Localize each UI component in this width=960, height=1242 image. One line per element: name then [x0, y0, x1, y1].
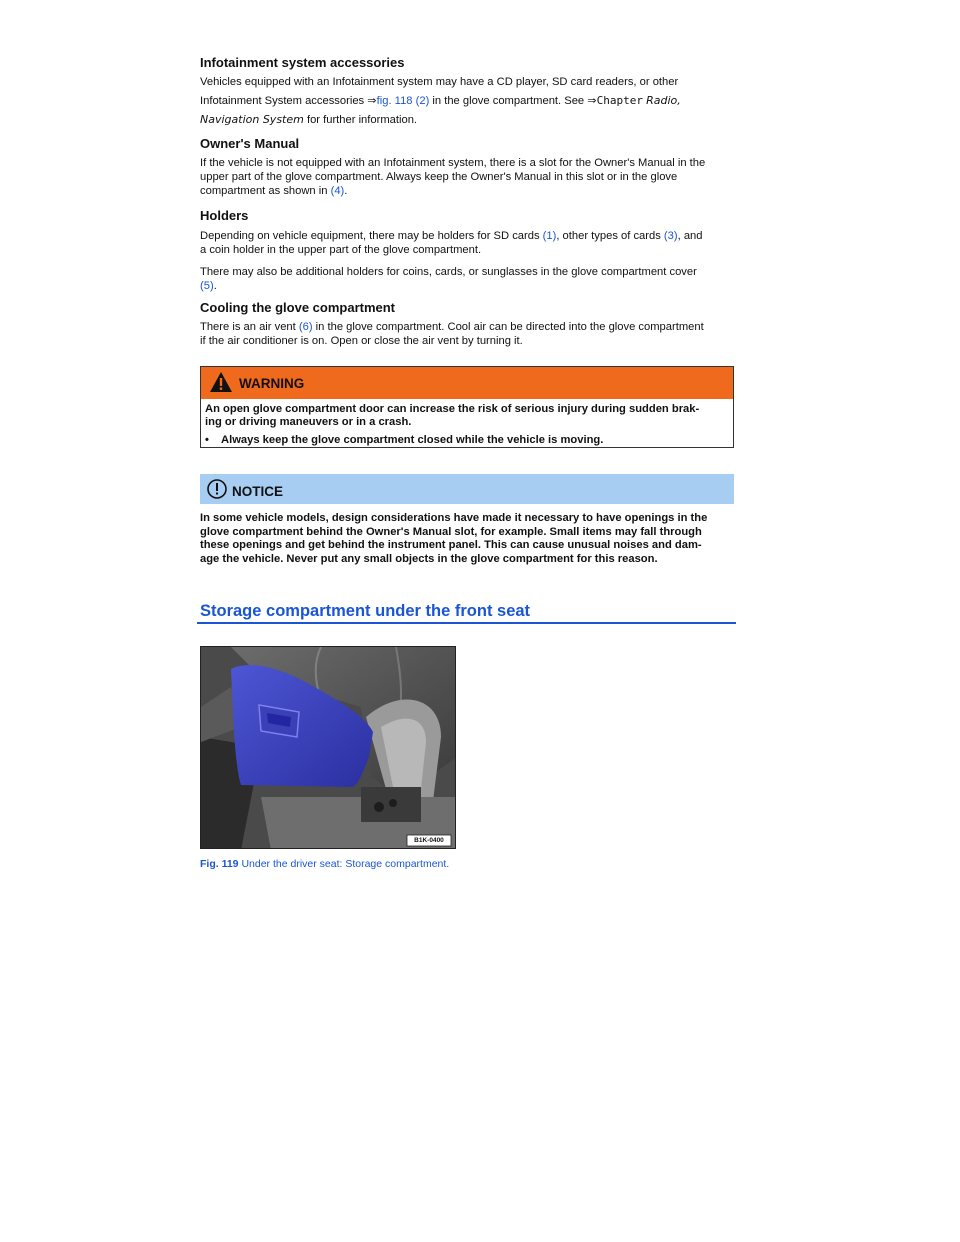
text: Depending on vehicle equipment, there may be holders for SD cards — [200, 230, 543, 242]
text: An open glove compartment door can increase the risk of serious injury during sudden brak- — [205, 403, 700, 415]
text: these openings and get behind the instrument panel. This can cause unusual noises and dam- — [200, 539, 702, 551]
notice-body — [200, 512, 736, 566]
paragraph-cooling — [200, 320, 740, 348]
text: in the glove compartment. See — [429, 95, 588, 107]
ref-4-link[interactable]: (4) — [330, 185, 345, 197]
ref-5-link[interactable]: (5) — [200, 280, 214, 292]
bullet: • — [205, 434, 209, 446]
caption-text: Under the driver seat: Storage compartment. — [238, 858, 450, 870]
text: for further information. — [303, 114, 418, 126]
ref-1-link[interactable]: (1) — [542, 230, 557, 242]
warning-body — [205, 403, 729, 447]
text: ing or driving maneuvers or in a crash. — [205, 416, 412, 428]
paragraph-owners-manual — [200, 156, 740, 198]
text: if the air conditioner is on. Open or close the air vent by turning it. — [200, 335, 523, 347]
figure-code: B1K-0400 — [414, 837, 444, 844]
figure-caption — [200, 858, 449, 870]
text: age the vehicle. Never put any small objects in the glove compartment for this reason. — [200, 552, 658, 565]
warning-triangle-icon — [209, 371, 233, 398]
paragraph-infotainment-line-3 — [200, 113, 740, 127]
paragraph-holders-2 — [200, 265, 740, 293]
text: glove compartment behind the Owner's Manual slot, for example. Small items may fall through — [200, 525, 702, 538]
warning-title: WARNING — [239, 376, 305, 391]
section-title: Storage compartment under the front seat — [200, 602, 531, 620]
paragraph-holders-1 — [200, 229, 740, 257]
notice-title: NOTICE — [232, 484, 284, 499]
heading-owners-manual: Owner's Manual — [200, 136, 300, 151]
arrow-icon: ⇒ — [587, 95, 597, 107]
text: upper part of the glove compartment. Always keep the Owner's Manual in this slot or in the glove — [200, 171, 678, 183]
heading-infotainment: Infotainment system accessories — [200, 55, 405, 70]
paragraph-infotainment-line-2 — [200, 94, 740, 108]
text: , and — [677, 230, 703, 242]
text: Always keep the glove compartment closed while the vehicle is moving. — [221, 434, 604, 446]
text: compartment as shown in — [200, 185, 331, 197]
ref-6-link[interactable]: (6) — [298, 321, 313, 333]
heading-cooling: Cooling the glove compartment — [200, 300, 396, 315]
ref-3-link[interactable]: (3) — [663, 230, 678, 242]
chapter-link-navigation[interactable]: Navigation System — [200, 113, 304, 126]
arrow-icon: ⇒ — [367, 95, 377, 107]
warning-box — [200, 366, 734, 448]
text: In some vehicle models, design considerations have made it necessary to have openings in the — [200, 512, 708, 524]
text: There is an air vent — [200, 321, 299, 333]
text: , other types of cards — [556, 230, 664, 242]
figure-seat-storage — [200, 646, 456, 849]
warning-header — [201, 367, 733, 399]
notice-header — [200, 474, 734, 504]
text: Vehicles equipped with an Infotainment system may have a CD player, SD card readers, or other — [200, 76, 679, 88]
heading-holders: Holders — [200, 208, 249, 223]
text: a coin holder in the upper part of the glove compartment. — [200, 244, 482, 256]
fig-118-link[interactable]: fig. 118 (2) — [376, 95, 430, 107]
text: . — [344, 185, 348, 197]
text: There may also be additional holders for coins, cards, or sunglasses in the glove compartment cover — [200, 266, 697, 278]
chapter-word: Chapter — [596, 94, 643, 107]
text: Infotainment System accessories — [200, 95, 368, 107]
text: . — [213, 280, 217, 292]
section-divider — [197, 622, 736, 624]
notice-exclamation-icon — [206, 478, 228, 505]
caption-label: Fig. 119 — [200, 858, 239, 870]
text: in the glove compartment. Cool air can be directed into the glove compartment — [312, 321, 704, 333]
chapter-link-radio[interactable]: Radio, — [646, 94, 681, 107]
paragraph-infotainment-line-1 — [200, 75, 740, 89]
text: If the vehicle is not equipped with an Infotainment system, there is a slot for the Owner's Manual in the — [200, 157, 706, 169]
seat-storage-illustration — [201, 647, 456, 849]
